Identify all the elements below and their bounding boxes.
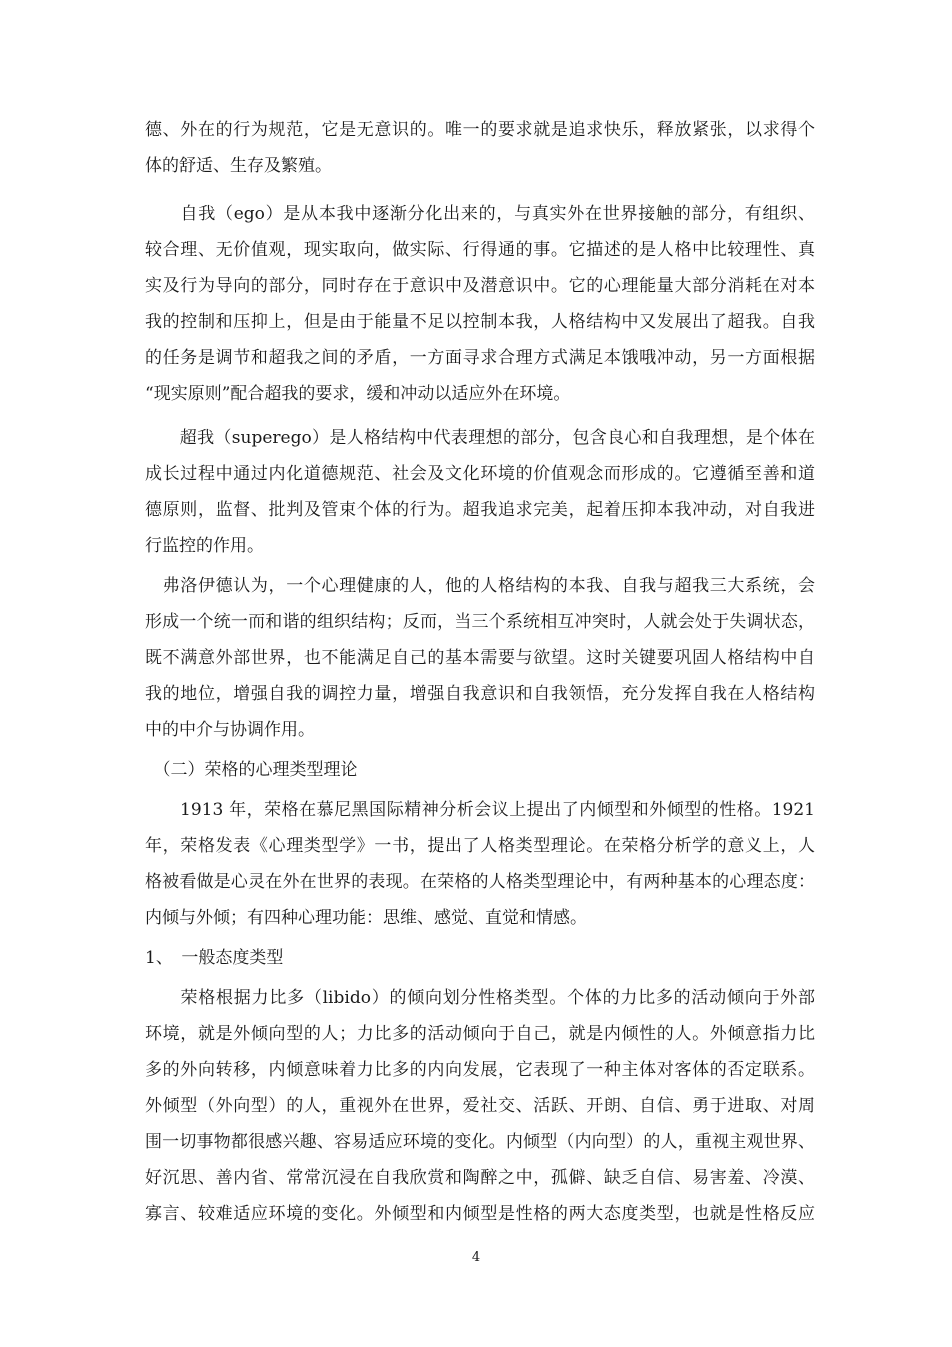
text-line: 多的外向转移，内倾意味着力比多的内向发展，它表现了一种主体对客体的否定联系。 bbox=[145, 1060, 815, 1080]
text-line: 德、外在的行为规范，它是无意识的。唯一的要求就是追求快乐，释放紧张，以求得个 bbox=[145, 120, 815, 140]
subsection-heading: 1、 一般态度类型 bbox=[145, 948, 284, 968]
text-line: 实及行为导向的部分，同时存在于意识中及潜意识中。它的心理能量大部分消耗在对本 bbox=[145, 276, 815, 296]
text-line: 好沉思、善内省、常常沉浸在自我欣赏和陶醉之中，孤僻、缺乏自信、易害羞、冷漠、 bbox=[145, 1168, 815, 1188]
text-line: 寡言、较难适应环境的变化。外倾型和内倾型是性格的两大态度类型，也就是性格反应 bbox=[145, 1204, 815, 1224]
text-line: 形成一个统一而和谐的组织结构；反而，当三个系统相互冲突时，人就会处于失调状态， bbox=[145, 612, 815, 632]
text-line: 中的中介与协调作用。 bbox=[145, 720, 315, 740]
text-line: 我的地位，增强自我的调控力量，增强自我意识和自我领悟，充分发挥自我在人格结构 bbox=[145, 684, 815, 704]
text-line: 的任务是调节和超我之间的矛盾，一方面寻求合理方式满足本饿哦冲动，另一方面根据 bbox=[145, 348, 815, 368]
text-line: 我的控制和压抑上，但是由于能量不足以控制本我，人格结构中又发展出了超我。自我 bbox=[145, 312, 815, 332]
text-line: 外倾型（外向型）的人，重视外在世界，爱社交、活跃、开朗、自信、勇于进取、对周 bbox=[145, 1096, 815, 1116]
text-line: 行监控的作用。 bbox=[145, 536, 264, 556]
text-line: 1913 年，荣格在慕尼黑国际精神分析会议上提出了内倾型和外倾型的性格。1921 bbox=[145, 800, 815, 820]
text-line: 年，荣格发表《心理类型学》一书，提出了人格类型理论。在荣格分析学的意义上，人 bbox=[145, 836, 815, 856]
text-line: 围一切事物都很感兴趣、容易适应环境的变化。内倾型（内向型）的人，重视主观世界、 bbox=[145, 1132, 815, 1152]
text-line: 自我（ego）是从本我中逐渐分化出来的，与真实外在世界接触的部分，有组织、 bbox=[145, 204, 815, 224]
text-line: 内倾与外倾；有四种心理功能：思维、感觉、直觉和情感。 bbox=[145, 908, 587, 928]
text-line: 体的舒适、生存及繁殖。 bbox=[145, 156, 332, 176]
text-line: 弗洛伊德认为，一个心理健康的人，他的人格结构的本我、自我与超我三大系统，会 bbox=[145, 576, 815, 596]
text-line: 超我（superego）是人格结构中代表理想的部分，包含良心和自我理想，是个体在 bbox=[145, 428, 815, 448]
page-number: 4 bbox=[471, 1250, 481, 1265]
text-line: 德原则，监督、批判及管束个体的行为。超我追求完美，起着压抑本我冲动，对自我进 bbox=[145, 500, 815, 520]
text-line: 既不满意外部世界，也不能满足自己的基本需要与欲望。这时关键要巩固人格结构中自 bbox=[145, 648, 815, 668]
text-line: 荣格根据力比多（libido）的倾向划分性格类型。个体的力比多的活动倾向于外部 bbox=[145, 988, 815, 1008]
text-line: 较合理、无价值观，现实取向，做实际、行得通的事。它描述的是人格中比较理性、真 bbox=[145, 240, 815, 260]
text-line: “现实原则”配合超我的要求，缓和冲动以适应外在环境。 bbox=[145, 384, 571, 404]
text-line: 格被看做是心灵在外在世界的表现。在荣格的人格类型理论中，有两种基本的心理态度： bbox=[145, 872, 815, 892]
text-line: 环境，就是外倾向型的人；力比多的活动倾向于自己，就是内倾性的人。外倾意指力比 bbox=[145, 1024, 815, 1044]
section-heading: （二）荣格的心理类型理论 bbox=[145, 760, 358, 780]
text-line: 成长过程中通过内化道德规范、社会及文化环境的价值观念而形成的。它遵循至善和道 bbox=[145, 464, 815, 484]
